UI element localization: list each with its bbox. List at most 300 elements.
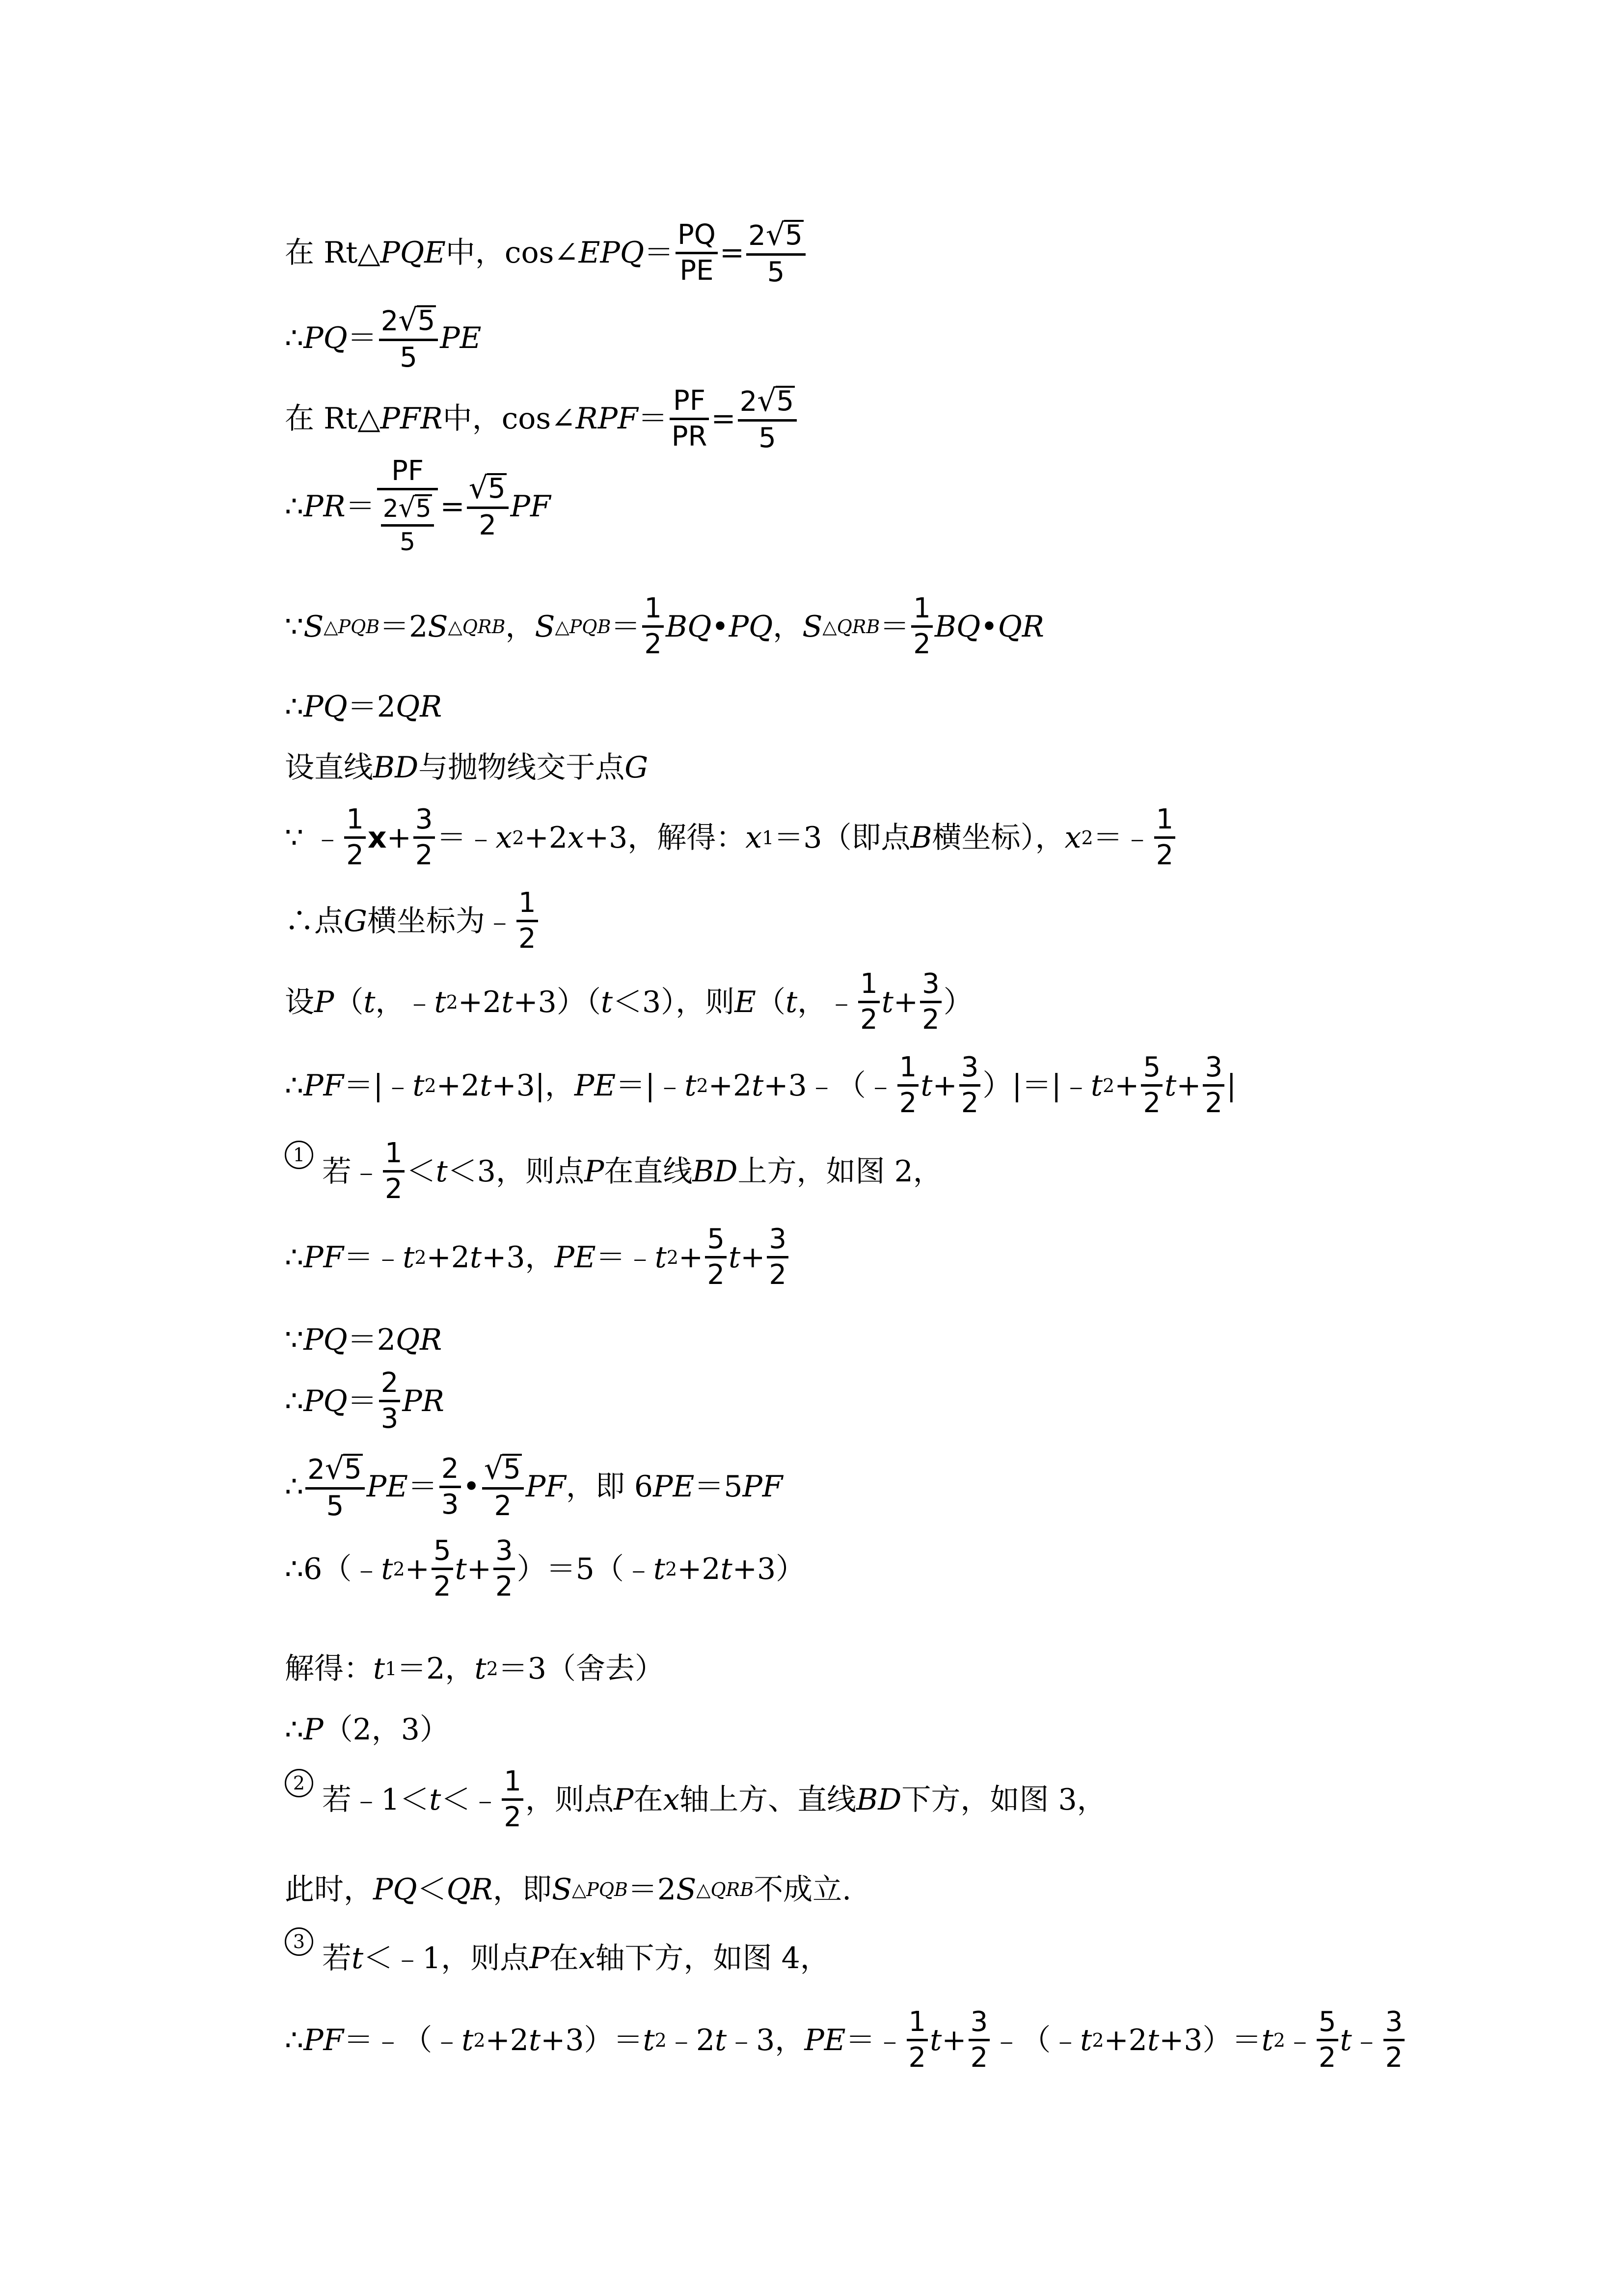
fraction-bar (305, 1487, 365, 1490)
fraction-numerator: 5 (707, 1223, 725, 1255)
line-16 (285, 1453, 783, 1521)
math-text: 2 (382, 494, 399, 523)
fraction-denominator: 2 (479, 509, 496, 541)
fraction (746, 219, 806, 287)
math-variable: t (715, 2023, 727, 2057)
fraction-denominator: 2 (494, 1490, 512, 1522)
math-text: +2 (458, 985, 502, 1019)
fraction-bar (482, 1487, 524, 1490)
fraction (493, 1536, 515, 1602)
fraction-bar (676, 252, 718, 254)
math-variable: QR (446, 1872, 493, 1907)
fraction (897, 1053, 919, 1118)
math-variable: P (314, 985, 334, 1019)
math-variable: G (624, 750, 649, 785)
math-text: ＝|﹣ (616, 1068, 685, 1103)
math-variable: t (429, 1782, 441, 1817)
math-text: ，即 (492, 1872, 552, 1907)
math-text: +2 (708, 1068, 752, 1103)
math-text: + (893, 985, 919, 1019)
because-symbol: ∵ (285, 609, 304, 644)
radical-sign: √ (484, 1451, 504, 1486)
math-text: ＝2， (397, 1652, 475, 1686)
equals: ＝ (644, 236, 674, 270)
math-variable: t (1340, 2023, 1352, 2057)
line-18: 解得： t 1 ＝2， t 2 ＝3（舍去） (285, 1652, 664, 1686)
math-text: 2 (307, 1454, 325, 1486)
fraction-bar (1154, 836, 1176, 839)
square-root (398, 302, 436, 338)
math-text: + (942, 2023, 967, 2057)
math-text: 不成立. (754, 1872, 852, 1907)
fraction-numerator: 3 (769, 1223, 786, 1255)
math-text: ＝﹣ (344, 1240, 403, 1275)
fraction (1203, 1053, 1224, 1118)
therefore-symbol: ∴ (285, 489, 304, 524)
math-variable: x (495, 820, 513, 855)
fraction-numerator: 1 (346, 803, 364, 835)
math-variable: PE (366, 1469, 408, 1504)
math-variable: S (802, 609, 823, 644)
line-11: ∴ PF ＝|﹣ t 2 +2 t +3|， PE ＝|﹣ t 2 +2 t +3﹣（﹣ 1 2 t + 3 2 ）|＝|﹣ t 2 + 5 2 t + 3 2 | (285, 1051, 1237, 1119)
fraction-denominator: 2 (961, 1087, 979, 1119)
math-variable: x (1064, 820, 1082, 855)
math-variable: t (412, 1068, 425, 1103)
math-variable: t (720, 1551, 732, 1586)
line-10: 设 P （ t ，﹣ t 2 +2 t +3）（ t ＜3），则 E （ t ，﹣ 1 2 t + 3 2 ） (285, 968, 973, 1036)
math-variable: t (684, 1068, 697, 1103)
math-text: 横坐标为﹣ (367, 904, 514, 938)
math-variable: P (303, 1712, 324, 1747)
math-text: ＝ (407, 1469, 437, 1504)
square-root (757, 383, 795, 418)
math-text: 上方，如图 2， (737, 1154, 943, 1189)
fraction-denominator: 2 (707, 1259, 725, 1291)
fraction-bar (439, 1486, 461, 1488)
math-variable: P (529, 1941, 549, 1976)
math-text: + (466, 1551, 491, 1586)
fraction-denominator: 2 (433, 1571, 451, 1602)
fraction-numerator (381, 493, 434, 522)
line-22 (285, 1931, 830, 1976)
math-variable: QR (395, 1323, 442, 1357)
math-text: 若 (322, 1941, 352, 1976)
radicand: 5 (776, 385, 794, 417)
math-text: 解得： (285, 1652, 373, 1686)
fraction-numerator: 2 (380, 1367, 399, 1399)
fraction-denominator: 2 (922, 1004, 940, 1036)
fraction-bar (1203, 1084, 1224, 1087)
fraction-denominator: 5 (326, 1490, 344, 1522)
radical-sign: √ (765, 217, 785, 252)
fraction-denominator: 2 (504, 1801, 521, 1833)
text: 在 Rt (285, 401, 358, 436)
fraction-denominator: 2 (1318, 2042, 1336, 2074)
radicand: 5 (344, 1453, 362, 1485)
equals: = (719, 236, 745, 270)
fraction-denominator: 2 (1385, 2042, 1403, 2074)
math-text: 在直线 (604, 1154, 693, 1189)
fraction (439, 1454, 461, 1520)
radicand: 5 (503, 1453, 521, 1485)
radical-sign: √ (468, 470, 488, 506)
math-text: ﹣ (1352, 2023, 1381, 2057)
math-text: ＝ (880, 609, 910, 644)
line-17: ∴6（﹣ t 2 + 5 2 t + 3 2 ）＝5（﹣ t 2 +2 t +3） (285, 1535, 806, 1602)
math-variable: P (584, 1154, 604, 1189)
math-text: +2 (485, 2023, 529, 2057)
math-text: + (1176, 1068, 1201, 1103)
math-variable: B (910, 820, 932, 855)
circled-number-3: 3 (285, 1927, 313, 1956)
math-variable: t (920, 1068, 933, 1103)
fraction-numerator (482, 1453, 524, 1485)
fraction-denominator: 2 (518, 923, 536, 955)
fraction-numerator: 3 (922, 968, 940, 1000)
line-12 (285, 1139, 943, 1204)
math-text: 轴上方、直线 (679, 1782, 857, 1817)
math-variable: x (745, 820, 762, 855)
math-text: ）＝5（﹣ (516, 1551, 653, 1586)
var: PF (510, 489, 551, 524)
math-text: 若﹣ (322, 1154, 381, 1189)
square-root (399, 494, 433, 521)
line-4 (285, 456, 551, 556)
math-variable: t (785, 985, 798, 1019)
fraction (705, 1225, 727, 1290)
fraction (344, 805, 366, 870)
math-text: +3，解得： (584, 820, 746, 855)
math-text: ＝﹣ (436, 820, 496, 855)
math-variable: S (303, 609, 324, 644)
math-text: ＝ (347, 1384, 377, 1418)
fraction-bar (959, 1084, 981, 1087)
math-text: x (367, 820, 387, 855)
math-variable: t (1164, 1068, 1177, 1103)
math-text: + (740, 1240, 765, 1275)
fraction-bar (897, 1084, 919, 1087)
fraction-denominator: 2 (860, 1004, 878, 1036)
fraction-numerator: 1 (385, 1137, 403, 1169)
fraction-bar (858, 1001, 880, 1003)
math-text: （2，3） (323, 1712, 449, 1747)
math-text: + (678, 1240, 704, 1275)
triangle-symbol: △ (357, 236, 380, 270)
var: PR (303, 489, 346, 524)
line-3 (285, 385, 799, 453)
fraction-denominator: 5 (767, 256, 785, 288)
math-variable: PR (402, 1384, 444, 1418)
math-text: +3） (732, 1551, 806, 1586)
fraction-bar (1383, 2039, 1405, 2041)
line-9 (285, 888, 540, 954)
math-variable: PQ (373, 1872, 417, 1907)
math-text: 在 (633, 1782, 663, 1817)
math-variable: t (1261, 2023, 1273, 2057)
fraction-bar (670, 418, 709, 420)
fraction-denominator: 3 (441, 1488, 459, 1521)
math-text: | (1226, 1068, 1237, 1103)
math-text: 横坐标）， (932, 820, 1065, 855)
fraction-numerator: 3 (495, 1535, 513, 1567)
math-text: ＝﹣ (595, 1240, 655, 1275)
fraction-denominator: 2 (1205, 1087, 1223, 1119)
var: PQE (380, 236, 446, 270)
math-text: +2 (1104, 2023, 1147, 2057)
math-text: 2 (748, 220, 766, 252)
math-text: +2 (524, 820, 568, 855)
fraction-bar (738, 419, 797, 422)
math-text: ∴6（﹣ (285, 1551, 381, 1586)
fraction-bar (493, 1568, 515, 1570)
fraction-denominator: 2 (495, 1571, 513, 1602)
math-variable: t (501, 985, 514, 1019)
math-variable: t (1147, 2023, 1160, 2057)
math-text: ＝|﹣ (344, 1068, 413, 1103)
math-text: ﹣2 (666, 2023, 715, 2057)
fraction (670, 386, 709, 452)
fraction-denominator: 2 (415, 839, 433, 871)
math-text: ∴ (285, 1712, 304, 1747)
math-variable: t (480, 1068, 492, 1103)
fraction-numerator: PF (673, 384, 706, 417)
square-root (765, 217, 804, 252)
text: 中，cos∠ (442, 401, 576, 436)
math-text: ∴ (285, 2023, 304, 2057)
fraction-bar (516, 920, 538, 922)
math-text: （ (756, 985, 785, 1019)
math-text: ＜3，则点 (447, 1154, 584, 1189)
fraction-denominator: 2 (899, 1087, 917, 1119)
fraction-numerator (746, 219, 806, 251)
fraction (969, 2007, 990, 2073)
line-1 (285, 219, 808, 287)
math-text: +3， (482, 1240, 555, 1275)
math-text: ＝ (611, 609, 641, 644)
line-21: 此时， PQ ＜ QR ，即 S △PQB ＝2 S △QRB 不成立. (285, 1872, 852, 1907)
math-variable: t (435, 1154, 448, 1189)
fraction-numerator: 1 (860, 968, 878, 1000)
fraction (1154, 805, 1176, 870)
math-variable: BQ•PQ (666, 609, 773, 644)
fraction-numerator: PQ (677, 218, 716, 251)
fraction (467, 472, 509, 540)
math-text: ∴ (285, 1240, 304, 1275)
math-text: ＝2 (347, 690, 396, 724)
fraction-bar (746, 253, 806, 256)
math-text: ＜ (417, 1872, 447, 1907)
fraction-numerator: 5 (1143, 1051, 1161, 1083)
fraction-numerator: 2 (441, 1452, 459, 1485)
math-text: ＝﹣（﹣ (344, 2023, 462, 2057)
fraction-bar (969, 2039, 990, 2041)
fraction (676, 220, 718, 286)
math-variable: t (469, 1240, 482, 1275)
math-text: ∴ (285, 1384, 304, 1418)
square-root (325, 1451, 363, 1486)
math-variable: t (600, 985, 613, 1019)
math-text: 设 (285, 985, 314, 1019)
math-text: +3）＝ (1159, 2023, 1262, 2057)
math-variable: t (1090, 1068, 1103, 1103)
fraction (959, 1053, 981, 1118)
math-text: ＜3），则 (612, 985, 735, 1019)
math-variable: t (403, 1240, 415, 1275)
line-15 (285, 1368, 444, 1434)
radicand: 5 (415, 494, 432, 523)
fraction (907, 2007, 928, 2073)
circled-number-2: 2 (285, 1769, 313, 1797)
fraction-numerator (738, 385, 797, 417)
math-text: ∵ (285, 1323, 304, 1357)
fraction-bar (379, 1400, 401, 1402)
fraction-bar (1317, 2039, 1338, 2041)
math-variable: PE (574, 1068, 616, 1103)
fraction (1141, 1053, 1163, 1118)
math-variable: t (1080, 2023, 1092, 2057)
fraction-bar (413, 836, 435, 839)
fraction-numerator: 3 (970, 2006, 988, 2038)
fraction (502, 1767, 523, 1832)
math-text: ＜﹣1，则点 (363, 1941, 530, 1976)
math-text: ＝2 (379, 609, 428, 644)
compound-fraction (377, 456, 438, 556)
text: 中，cos∠ (445, 236, 579, 270)
math-text: ， (773, 609, 803, 644)
fraction (858, 969, 880, 1035)
line-14 (285, 1325, 442, 1355)
fraction-bar (642, 625, 664, 628)
fraction (482, 1453, 524, 1521)
math-variable: S (428, 609, 448, 644)
text: 在 Rt (285, 236, 358, 270)
var: EPQ (578, 236, 645, 270)
math-variable: E (734, 985, 756, 1019)
fraction-numerator: 1 (644, 592, 662, 624)
line-2 (285, 304, 481, 373)
fraction (911, 594, 933, 659)
math-text: 设直线 (285, 750, 373, 785)
fraction-denominator: 2 (913, 628, 931, 660)
math-text: ﹣（﹣ (992, 2023, 1081, 2057)
math-variable: BD (373, 750, 419, 785)
var: PQ (303, 321, 348, 356)
math-text: ， (505, 609, 535, 644)
math-text: +3﹣（﹣ (763, 1068, 895, 1103)
math-variable: PE (554, 1240, 596, 1275)
square-root (484, 1451, 522, 1486)
math-text: + (405, 1551, 430, 1586)
math-text: ，即 6 (566, 1469, 653, 1504)
math-variable: PF (525, 1469, 566, 1504)
radicand: 5 (417, 305, 435, 337)
math-variable: x (578, 1941, 595, 1976)
math-text: ，则点 (525, 1782, 614, 1817)
math-text: +3|， (491, 1068, 574, 1103)
equals: = (711, 401, 736, 436)
math-variable: t (881, 985, 893, 1019)
fraction-denominator: 5 (758, 422, 776, 454)
fraction-bar (377, 488, 438, 490)
fraction-bar (381, 524, 434, 527)
line-7 (285, 750, 649, 785)
math-text: ＝5 (694, 1469, 743, 1504)
var: RPF (575, 401, 638, 436)
math-variable: t (728, 1240, 741, 1275)
math-variable: t (528, 2023, 541, 2057)
fraction-denominator: 2 (385, 1173, 403, 1205)
var: PE (440, 321, 482, 356)
fraction-bar (767, 1256, 788, 1258)
math-variable: PQ (303, 1384, 348, 1418)
fraction-bar (383, 1170, 405, 1173)
fraction-denominator: 2 (769, 1259, 786, 1291)
math-text: ）|＝|﹣ (982, 1068, 1091, 1103)
fraction-bar (1141, 1084, 1163, 1087)
fraction-denominator: 2 (644, 628, 662, 660)
math-variable: PF (303, 1240, 344, 1275)
fraction (767, 1225, 788, 1290)
math-variable: t (930, 2023, 942, 2057)
radical-sign: √ (757, 383, 777, 418)
math-text: ∴ (285, 1469, 304, 1504)
fraction-bar (432, 1568, 453, 1570)
fraction-denominator: 3 (380, 1403, 399, 1435)
square-root (468, 470, 507, 506)
math-text: 下方，如图 3， (901, 1782, 1107, 1817)
fraction-denominator: 2 (346, 839, 364, 871)
fraction (381, 493, 434, 555)
math-text: ＝2 (347, 1323, 396, 1357)
math-variable: t (352, 1941, 364, 1976)
fraction-bar (907, 2039, 928, 2041)
math-text: ＝3（即点 (774, 820, 911, 855)
fraction (413, 805, 435, 870)
math-text: ﹣ (1285, 2023, 1315, 2057)
math-text: +2 (426, 1240, 470, 1275)
math-text: +3）＝ (541, 2023, 643, 2057)
math-variable: PQ (303, 690, 348, 724)
math-text: ＝2 (627, 1872, 677, 1907)
fraction-denominator (377, 492, 438, 556)
math-variable: t (654, 1240, 667, 1275)
radical-sign: √ (325, 1451, 345, 1486)
math-variable: S (535, 609, 555, 644)
math-text: ∵ ﹣ (285, 820, 343, 855)
radicand: 5 (487, 473, 506, 505)
math-text: ∴ (285, 1068, 304, 1103)
fraction (379, 304, 438, 373)
math-variable: BD (692, 1154, 738, 1189)
fraction-bar (344, 836, 366, 839)
fraction-numerator: 1 (913, 592, 931, 624)
fraction-denominator: 5 (400, 341, 417, 374)
fraction (432, 1536, 453, 1602)
fraction-numerator: 3 (1205, 1051, 1223, 1083)
math-text: • (462, 1469, 480, 1504)
math-text: ＝﹣ (1093, 820, 1152, 855)
math-variable: t (653, 1551, 665, 1586)
fraction-bar (467, 507, 509, 509)
math-variable: PE (804, 2023, 846, 2057)
math-variable: G (344, 904, 367, 938)
fraction-bar (705, 1256, 727, 1258)
math-text: + (932, 1068, 957, 1103)
fraction (1317, 2007, 1338, 2073)
fraction-numerator: 3 (1385, 2006, 1403, 2038)
fraction-numerator: 3 (415, 803, 433, 835)
math-text: 轴下方，如图 4， (595, 1941, 830, 1976)
